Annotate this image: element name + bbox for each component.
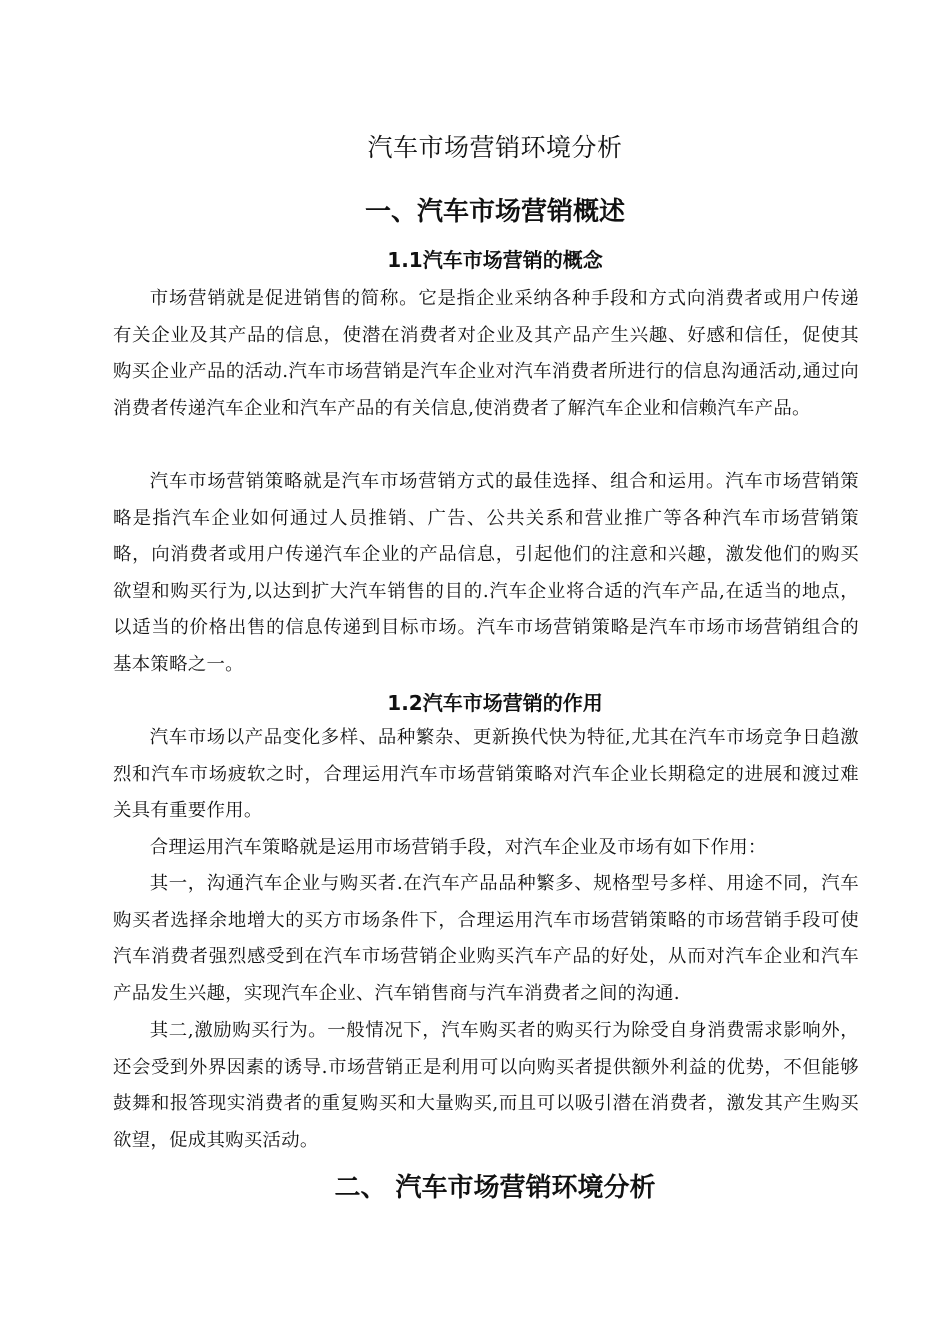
subsection-1-2-heading: 1.2汽车市场营销的作用 — [387, 691, 603, 715]
section-1-heading: 一、汽车市场营销概述 — [364, 197, 625, 227]
subsection-1-1-heading: 1.1汽车市场营销的概念 — [387, 248, 603, 272]
paragraph: 市场营销就是促进销售的简称。它是指企业采纳各种手段和方式向消费者或用户传递有关企业及其产品的信息，使潜在消费者对企业及其产品产生兴趣、好感和信任，促使其购买企业产品的活动.汽车市场营销是汽车企业对汽车消费者所进行的信息沟通活动,通过向消费者传递汽车企业和汽车产品的有关信息,使消费者了解汽车企业和信赖汽车产品。 — [113, 288, 859, 419]
section-2-heading: 二、 汽车市场营销环境分析 — [334, 1173, 656, 1203]
paragraph: 汽车市场营销策略就是汽车市场营销方式的最佳选择、组合和运用。汽车市场营销策略是指汽车企业如何通过人员推销、广告、公共关系和营业推广等各种汽车市场营销策略，向消费者或用户传递汽车企业的产品信息，引起他们的注意和兴趣，激发他们的购买欲望和购买行为,以达到扩大汽车销售的目的.汽车企业将合适的汽车产品,在适当的地点，以适当的价格出售的信息传递到目标市场。汽车市场营销策略是汽车市场市场营销组合的基本策略之一。 — [113, 471, 859, 675]
paragraph: 汽车市场以产品变化多样、品种繁杂、更新换代快为特征,尤其在汽车市场竞争日趋激烈和汽车市场疲软之时，合理运用汽车市场营销策略对汽车企业长期稳定的进展和渡过难关具有重要作用。 — [113, 727, 859, 822]
paragraph: 其一，沟通汽车企业与购买者.在汽车产品品种繁多、规格型号多样、用途不同，汽车购买者选择余地增大的买方市场条件下，合理运用汽车市场营销策略的市场营销手段可使汽车消费者强烈感受到在汽车市场营销企业购买汽车产品的好处，从而对汽车企业和汽车产品发生兴趣，实现汽车企业、汽车销售商与汽车消费者之间的沟通. — [113, 873, 859, 1004]
paragraph: 其二,激励购买行为。一般情况下，汽车购买者的购买行为除受自身消费需求影响外，还会受到外界因素的诱导.市场营销正是利用可以向购买者提供额外利益的优势，不但能够鼓舞和报答现实消费者的重复购买和大量购买,而且可以吸引潜在消费者，激发其产生购买欲望，促成其购买活动。 — [113, 1020, 859, 1151]
paragraph: 合理运用汽车策略就是运用市场营销手段，对汽车企业及市场有如下作用： — [149, 837, 767, 858]
document-title: 汽车市场营销环境分析 — [367, 133, 623, 162]
